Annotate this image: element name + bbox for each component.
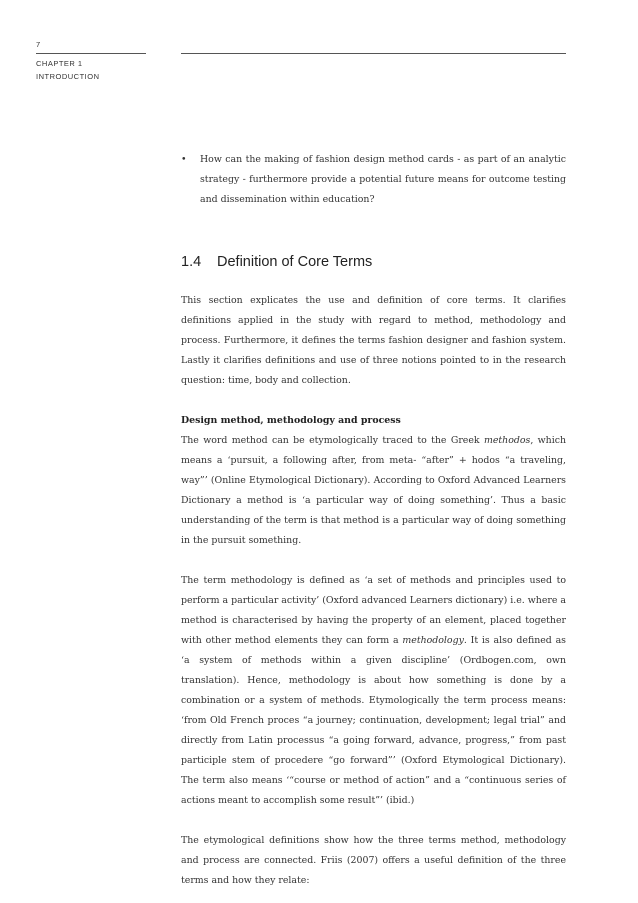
method-text-b: , which means a ‘pursuit, a following after, from meta- “after” + hodos “a traveling, way”’ (Online Etymological Dictionary). According to Oxford Advanced Learners Dictionary a method is ‘a particular way of doing something’. Thus a basic understanding of the term is that method is a particular way of doing something in the pursuit something. [181,435,566,546]
chapter-label: CHAPTER 1 [36,59,83,68]
header-rule-left [36,53,146,54]
method-paragraph [181,431,566,551]
methodology-text-a: The term methodology is defined as ‘a set of methods and principles used to perform a particular activity’ (Oxford advanced Learners dictionary) i.e. where a method is characterised by having the property of an element, placed together with other method elements they can form a [181,575,566,646]
intro-paragraph: This section explicates the use and definition of core terms. It clarifies definitions applied in the study with regard to method, methodology and process. Furthermore, it defines the terms fashion designer and fashion system. Lastly it clarifies definitions and use of three notions pointed to in the research question: time, body and collection. [181,295,566,386]
conclusion-paragraph: The etymological definitions show how the three terms method, methodology and process are connected. Friis (2007) offers a useful definition of the three terms and how they relate: [181,835,566,886]
research-question-bullet [181,150,566,210]
bullet-dot: • [181,154,187,165]
methodology-term: methodology [402,635,464,646]
section-heading [181,252,566,272]
method-term: methodos [483,435,531,446]
body-column [181,150,566,891]
subheading: Design method, methodology and process [181,415,401,426]
methodology-text-b: . It is also defined as ‘a system of methods within a given discipline’ (Ordbogen.com, own translation). Hence, methodology is about how something is done by a combination or a system of methods. Etymologically the term process means: ‘from Old French proces “a journey; continuation, development; legal trial” and directly from Latin processus “a going forward, advance, progress,” from past participle stem of procedere “go forward”’ (Oxford Etymological Dictionary). The term also means ‘“course or method of action” and a “continuous series of actions meant to accomplish some result”’ (ibid.) [181,635,566,806]
methodology-paragraph [181,571,566,811]
section-number: 1.4 [181,254,202,270]
bullet-text: How can the making of fashion design method cards - as part of an analytic strategy - furthermore provide a potential future means for outcome testing and dissemination within education? [200,154,566,205]
method-text-a: The word method can be etymologically traced to the Greek [181,435,484,446]
page-number: 7 [36,40,41,49]
section-title: Definition of Core Terms [217,254,373,270]
header-rule-right [181,53,566,54]
chapter-title: INTRODUCTION [36,72,100,81]
